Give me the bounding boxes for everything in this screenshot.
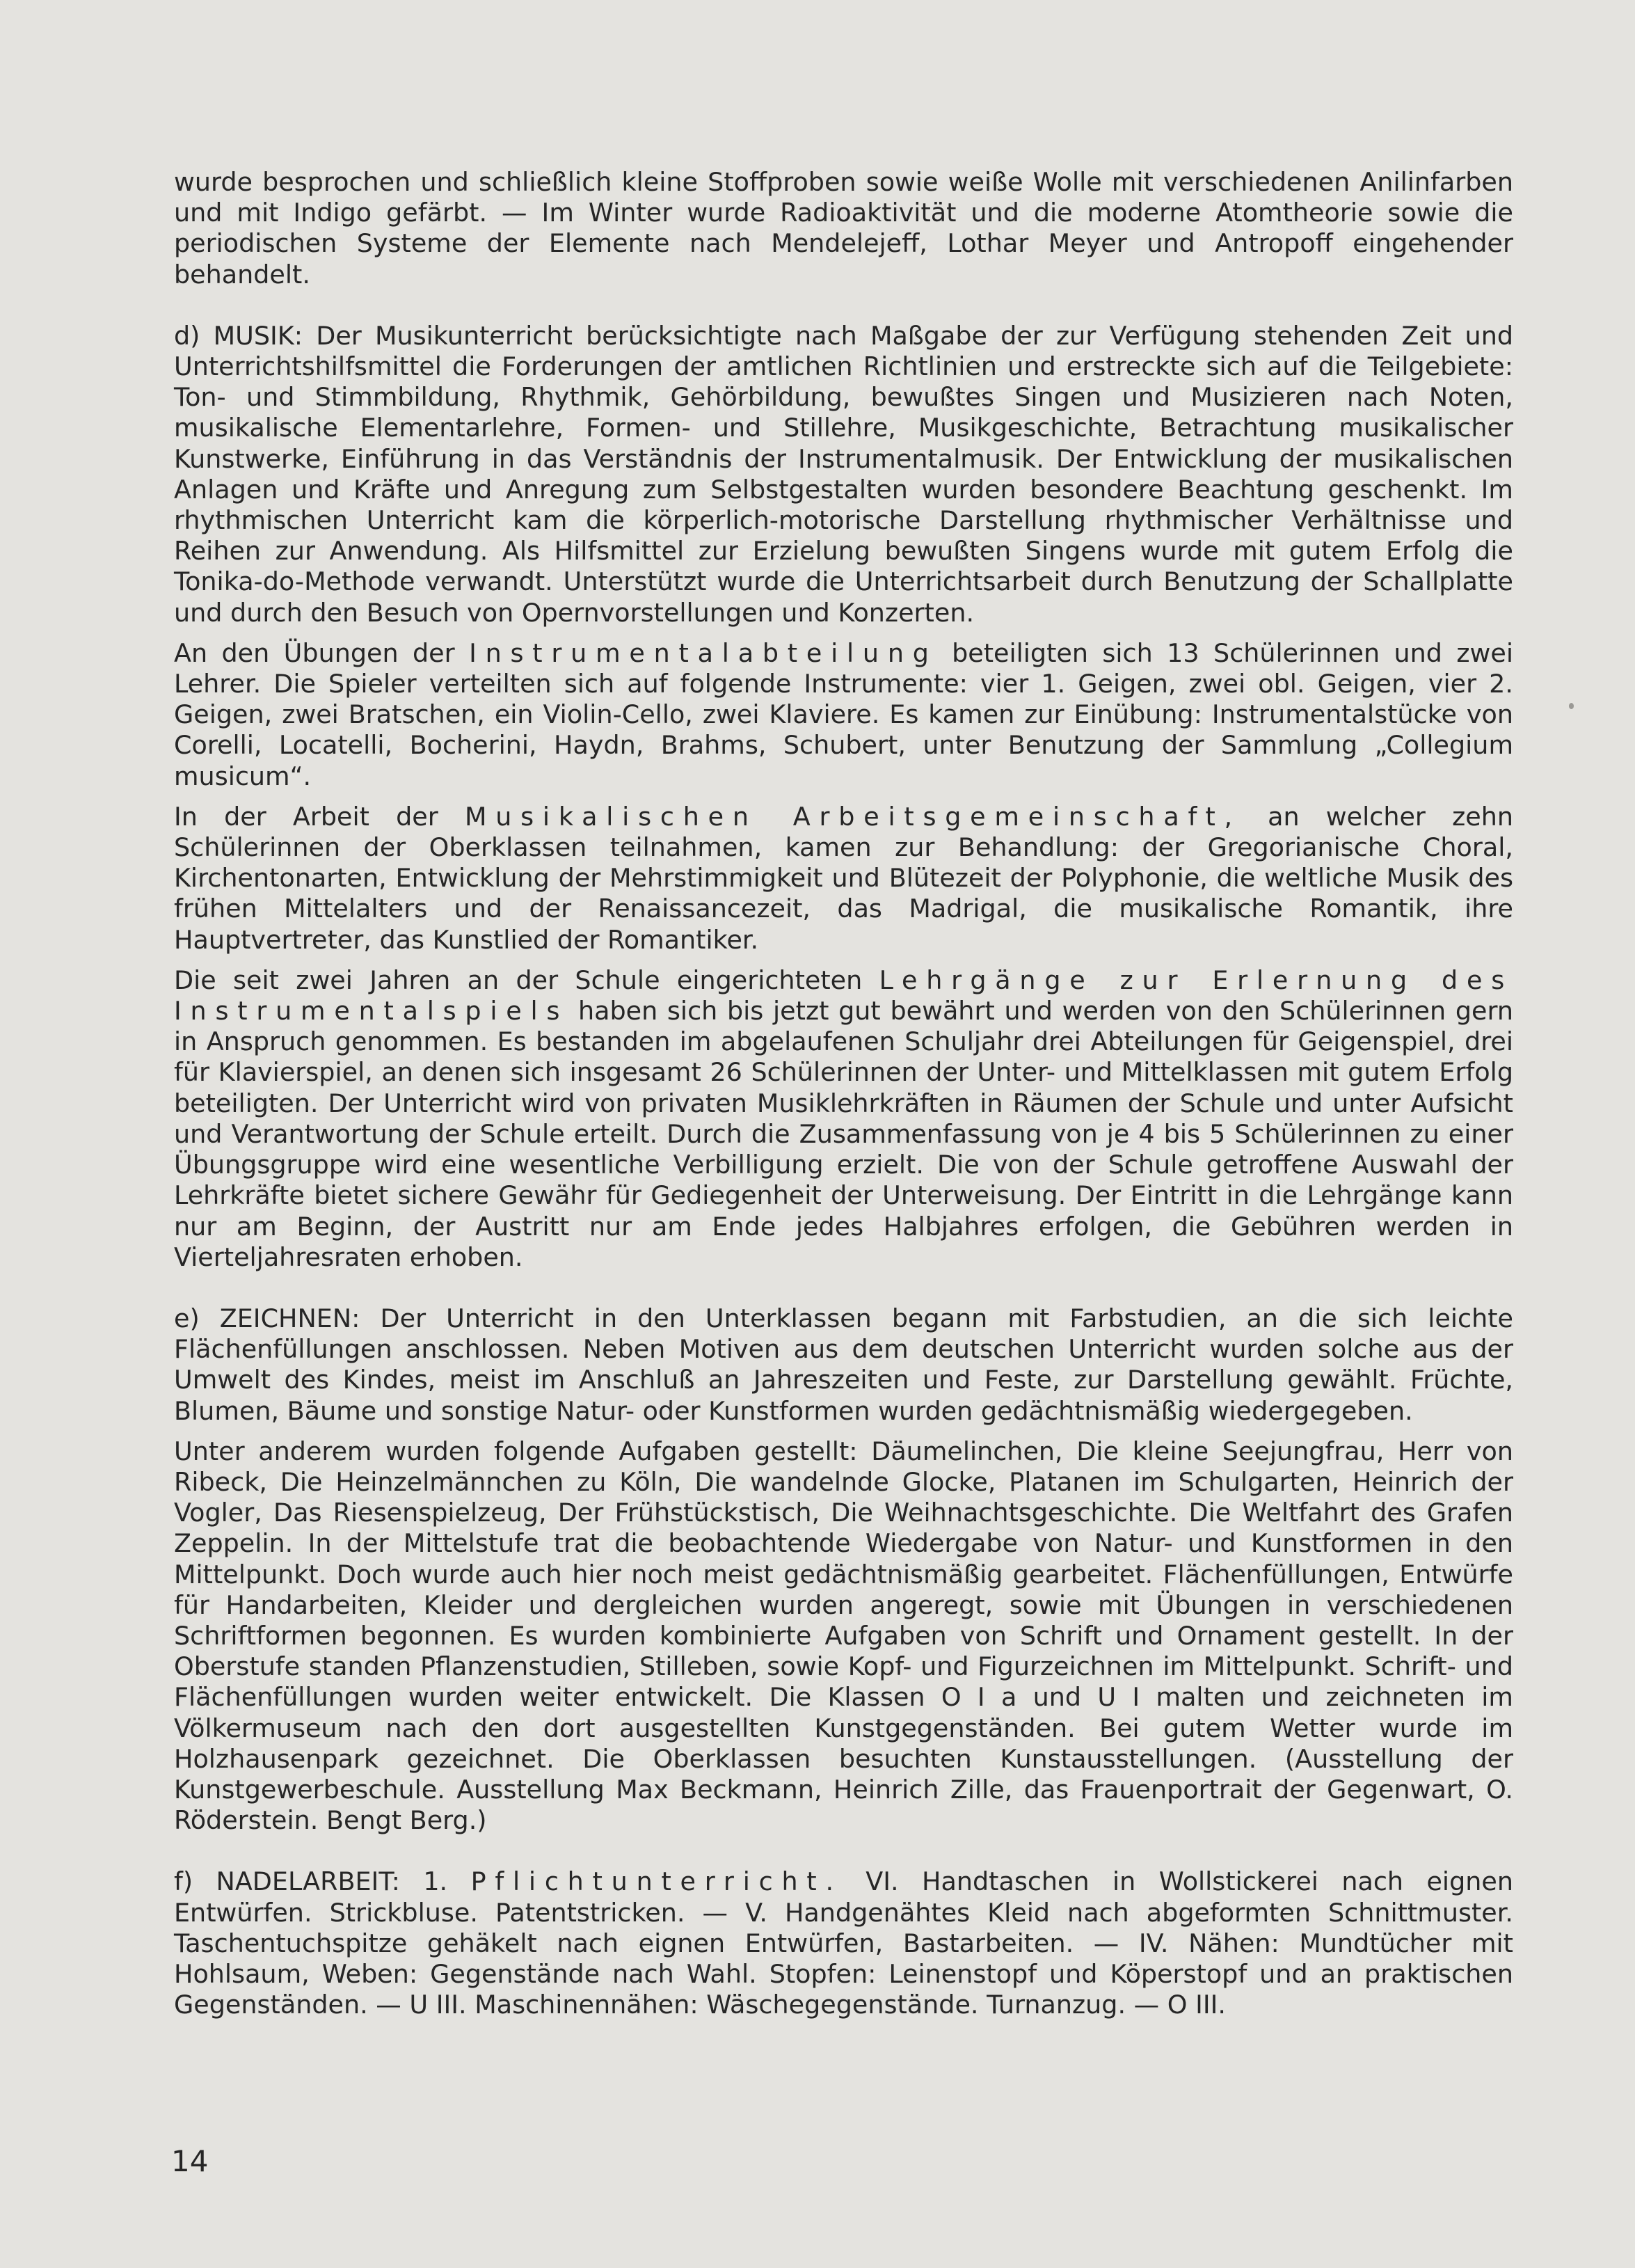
needlework-paragraph: f) NADELARBEIT: 1. Pflichtunterricht. VI. Handtaschen in Wollstickerei nach eignen Entwürfen. Strickbluse. Patentstricken. — V. Handgenähtes Kleid nach abgeformten Schnittmuster. Taschentuchspitze gehäkelt nach eignen Entwürfen, Bastarbeiten. — IV. Nähen: Mundtücher mit Hohlsaum, Weben: Gegenstände nach Wahl. Stopfen: Leinenstopf und Köperstopf und an praktischen Gegenständen. — U III. Maschinennähen: Wäschegegenstände. Turnanzug. — O III. (174, 1866, 1513, 2020)
body-text (174, 167, 1513, 2020)
drawing-section-label: e) ZEICHNEN: (174, 1303, 360, 1333)
paper-speck (1569, 703, 1574, 709)
music-paragraph-1: d) MUSIK: Der Musikunterricht berücksichtigte nach Maßgabe der zur Verfügung stehenden Zeit und Unterrichtshilfsmittel die Forderungen der amtlichen Richtlinien und erstreckte sich auf die Teilgebiete: Ton- und Stimmbildung, Rhythmik, Gehörbildung, bewußtes Singen und Musizieren nach Noten, musikalische Elementarlehre, Formen- und Stillehre, Musikgeschichte, Betrachtung musikalischer Kunstwerke, Einführung in das Verständnis der Instrumentalmusik. Der Entwicklung der musikalischen Anlagen und Kräfte und Anregung zum Selbstgestalten wurden besondere Beachtung geschenkt. Im rhythmischen Unterricht kam die körperlich-motorische Darstellung rhythmischer Verhältnisse und Reihen zur Anwendung. Als Hilfsmittel zur Erzielung bewußten Singens wurde mit gutem Erfolg die Tonika-do-Methode verwandt. Unterstützt wurde die Unterrichtsarbeit durch Benutzung der Schallplatte und durch den Besuch von Opernvorstellungen und Konzerten. (174, 320, 1513, 628)
chemistry-paragraph: wurde besprochen und schließlich kleine Stoffproben sowie weiße Wolle mit verschiedenen Anilinfarben und mit Indigo gefärbt. — Im Winter wurde Radioaktivität und die moderne Atomtheorie sowie die periodischen Systeme der Elemente nach Mendelejeff, Lothar Meyer und Antropoff eingehender behandelt. (174, 167, 1513, 290)
instrument-courses-term: Lehrgänge zur Erlernung des Instrumentalspiels (174, 965, 1513, 1026)
music-paragraph-3: In der Arbeit der Musikalischen Arbeitsgemeinschaft, an welcher zehn Schülerinnen der Oberklassen teilnahmen, kamen zur Behandlung: der Gregorianische Choral, Kirchentonarten, Entwicklung der Mehrstimmigkeit und Blütezeit der Polyphonie, die weltliche Musik des frühen Mittelalters und der Renaissancezeit, das Madrigal, die musikalische Romantik, ihre Hauptvertreter, das Kunstlied der Romantiker. (174, 801, 1513, 955)
instrumental-department-term: Instrumentalabteilung (469, 637, 938, 668)
drawing-paragraph-2: Unter anderem wurden folgende Aufgaben gestellt: Däumelinchen, Die kleine Seejungfrau, Herr von Ribeck, Die Heinzelmännchen zu Köln, Die wandelnde Glocke, Platanen im Schulgarten, Heinrich der Vogler, Das Riesenspielzeug, Der Frühstückstisch, Die Weihnachtsgeschichte. Die Weltfahrt des Grafen Zeppelin. In der Mittelstufe trat die beobachtende Wiedergabe von Natur- und Kunstformen in den Mittelpunkt. Doch wurde auch hier noch meist gedächtnismäßig gearbeitet. Flächenfüllungen, Entwürfe für Handarbeiten, Kleider und dergleichen wurden angeregt, sowie mit Übungen in verschiedenen Schriftformen begonnen. Es wurden kombinierte Aufgaben von Schrift und Ornament gestellt. In der Oberstufe standen Pflanzenstudien, Stilleben, sowie Kopf- und Figurzeichnen im Mittelpunkt. Schrift- und Flächenfüllungen wurden weiter entwickelt. Die Klassen O I a und U I malten und zeichneten im Völkermuseum nach den dort ausgestellten Kunstgegenständen. Bei gutem Wetter wurde im Holzhausenpark gezeichnet. Die Oberklassen besuchten Kunstausstellungen. (Ausstellung der Kunstgewerbeschule. Ausstellung Max Beckmann, Heinrich Zille, das Frauenportrait der Gegenwart, O. Röderstein. Bengt Berg.) (174, 1436, 1513, 1836)
music-working-group-term: Musikalischen Arbeitsgemeinschaft, (464, 801, 1241, 832)
drawing-paragraph-1: e) ZEICHNEN: Der Unterricht in den Unterklassen begann mit Farbstudien, an die sich leichte Flächenfüllungen anschlossen. Neben Motiven aus dem deutschen Unterricht wurden solche aus der Umwelt des Kindes, meist im Anschluß an Jahreszeiten und Feste, zur Darstellung gewählt. Früchte, Blumen, Bäume und sonstige Natur- oder Kunstformen wurden gedächtnismäßig wiedergegeben. (174, 1303, 1513, 1426)
music-paragraph-2: An den Übungen der Instrumentalabteilung beteiligten sich 13 Schülerinnen und zwei Lehrer. Die Spieler verteilten sich auf folgende Instrumente: vier 1. Geigen, zwei obl. Geigen, vier 2. Geigen, zwei Bratschen, ein Violin-Cello, zwei Klaviere. Es kamen zur Einübung: Instrumentalstücke von Corelli, Locatelli, Bocherini, Haydn, Brahms, Schubert, unter Benutzung der Sammlung „Collegium musicum“. (174, 637, 1513, 791)
music-paragraph-4: Die seit zwei Jahren an der Schule eingerichteten Lehrgänge zur Erlernung des Instrumentalspiels haben sich bis jetzt gut bewährt und werden von den Schülerinnen gern in Anspruch genommen. Es bestanden im abgelaufenen Schuljahr drei Abteilungen für Geigenspiel, drei für Klavierspiel, an denen sich insgesamt 26 Schülerinnen der Unter- und Mittelklassen mit gutem Erfolg beteiligten. Der Unterricht wird von privaten Musiklehrkräften in Räumen der Schule und unter Aufsicht und Verantwortung der Schule erteilt. Durch die Zusammenfassung von je 4 bis 5 Schülerinnen zu einer Übungsgruppe wird eine wesentliche Verbilligung erzielt. Die von der Schule getroffene Auswahl der Lehrkräfte bietet sichere Gewähr für Gediegenheit der Unterweisung. Der Eintritt in die Lehrgänge kann nur am Beginn, der Austritt nur am Ende jedes Halbjahres erfolgen, die Gebühren werden in Vierteljahresraten erhoben. (174, 965, 1513, 1272)
needlework-section-label: f) NADELARBEIT: (174, 1866, 400, 1897)
music-section-label: d) MUSIK: (174, 320, 303, 351)
page-number: 14 (171, 2144, 209, 2178)
compulsory-lessons-term: Pflichtunterricht. (470, 1866, 843, 1897)
